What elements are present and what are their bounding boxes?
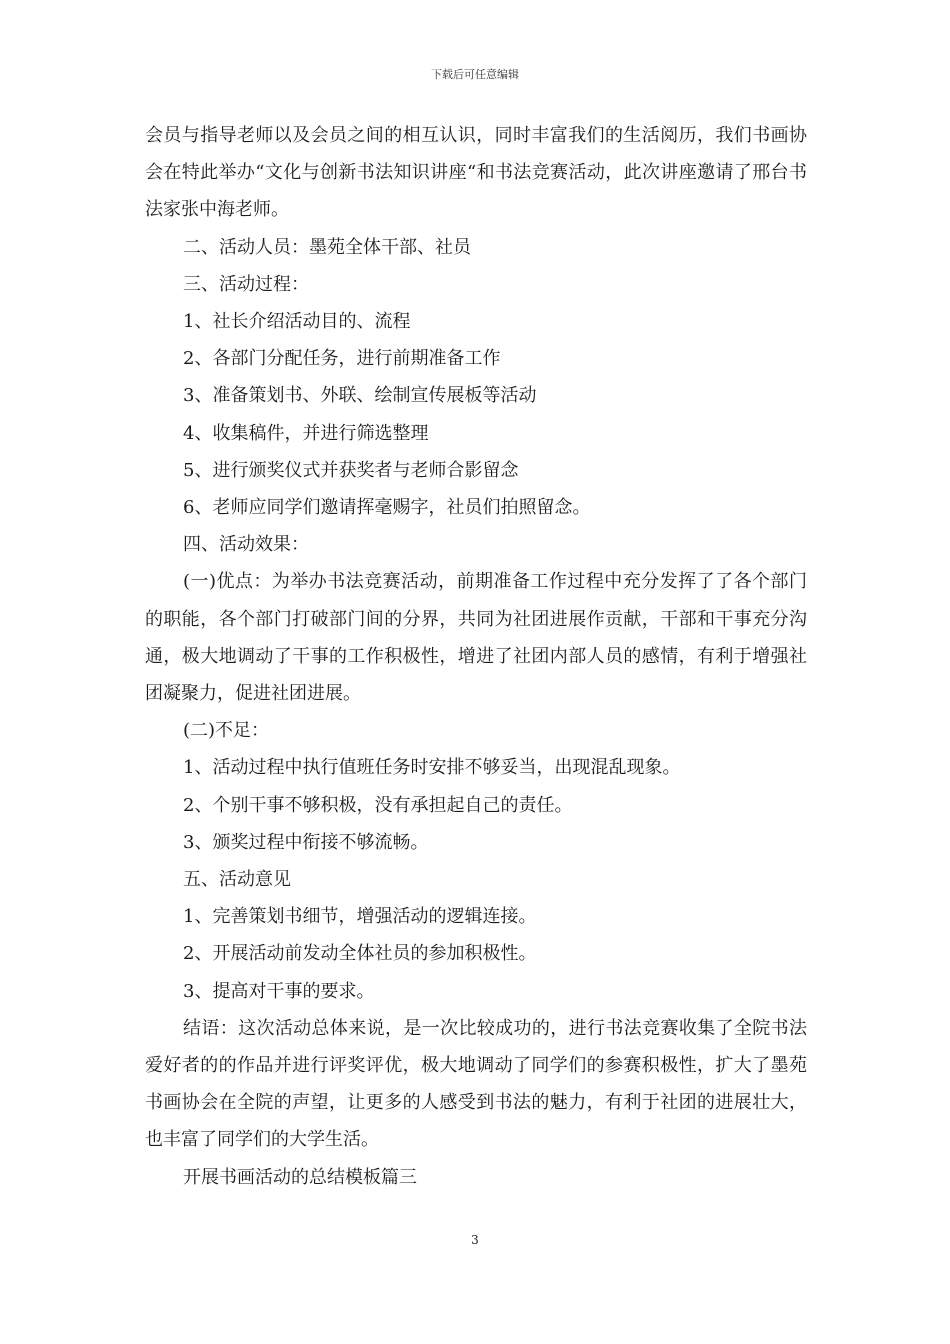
paragraph: 2、开展活动前发动全体社员的参加积极性。 <box>183 943 537 965</box>
paragraph: 会员与指导老师以及会员之间的相互认识，同时丰富我们的生活阅历，我们书画协会在特此举办“文化与创新书法知识讲座“和书法竞赛活动，此次讲座邀请了邢台书法家张中海老师。 <box>145 125 807 221</box>
paragraph: (二)不足： <box>183 720 270 742</box>
page-number: 3 <box>471 1233 479 1247</box>
paragraph: 五、活动意见 <box>183 869 291 891</box>
page-header: 下载后可任意编辑 <box>431 68 519 81</box>
document-body <box>145 117 807 1196</box>
paragraph: 三、活动过程： <box>183 273 309 295</box>
paragraph: 2、个别干事不够积极，没有承担起自己的责任。 <box>183 794 573 816</box>
paragraph: 1、社长介绍活动目的、流程 <box>183 311 411 333</box>
paragraph: 结语：这次活动总体来说，是一次比较成功的，进行书法竞赛收集了全院书法爱好者的的作品并进行评奖评优，极大地调动了同学们的参赛积极性，扩大了墨苑书画协会在全院的声望，让更多的人感受到书法的魅力，有利于社团的进展壮大，也丰富了同学们的大学生活。 <box>145 1017 807 1151</box>
paragraph: 4、收集稿件，并进行筛选整理 <box>183 422 429 444</box>
paragraph: 5、进行颁奖仪式并获奖者与老师合影留念 <box>183 459 519 481</box>
paragraph: 开展书画活动的总结模板篇三 <box>183 1166 417 1188</box>
paragraph: 2、各部门分配任务，进行前期准备工作 <box>183 348 501 370</box>
paragraph: 二、活动人员：墨苑全体干部、社员 <box>183 236 471 258</box>
paragraph: 1、完善策划书细节，增强活动的逻辑连接。 <box>183 906 537 928</box>
paragraph: 6、老师应同学们邀请挥毫赐字，社员们拍照留念。 <box>183 497 591 519</box>
paragraph: 3、提高对干事的要求。 <box>183 980 375 1002</box>
paragraph: 1、活动过程中执行值班任务时安排不够妥当，出现混乱现象。 <box>183 757 681 779</box>
paragraph: 3、颁奖过程中衔接不够流畅。 <box>183 831 429 853</box>
paragraph: 3、准备策划书、外联、绘制宣传展板等活动 <box>183 385 537 407</box>
paragraph: 四、活动效果： <box>183 534 309 556</box>
paragraph: (一)优点：为举办书法竞赛活动，前期准备工作过程中充分发挥了了各个部门的职能，各个部门打破部门间的分界，共同为社团进展作贡献，干部和干事充分沟通，极大地调动了干事的工作积极性，增进了社团内部人员的感情，有利于增强社团凝聚力，促进社团进展。 <box>145 571 807 705</box>
